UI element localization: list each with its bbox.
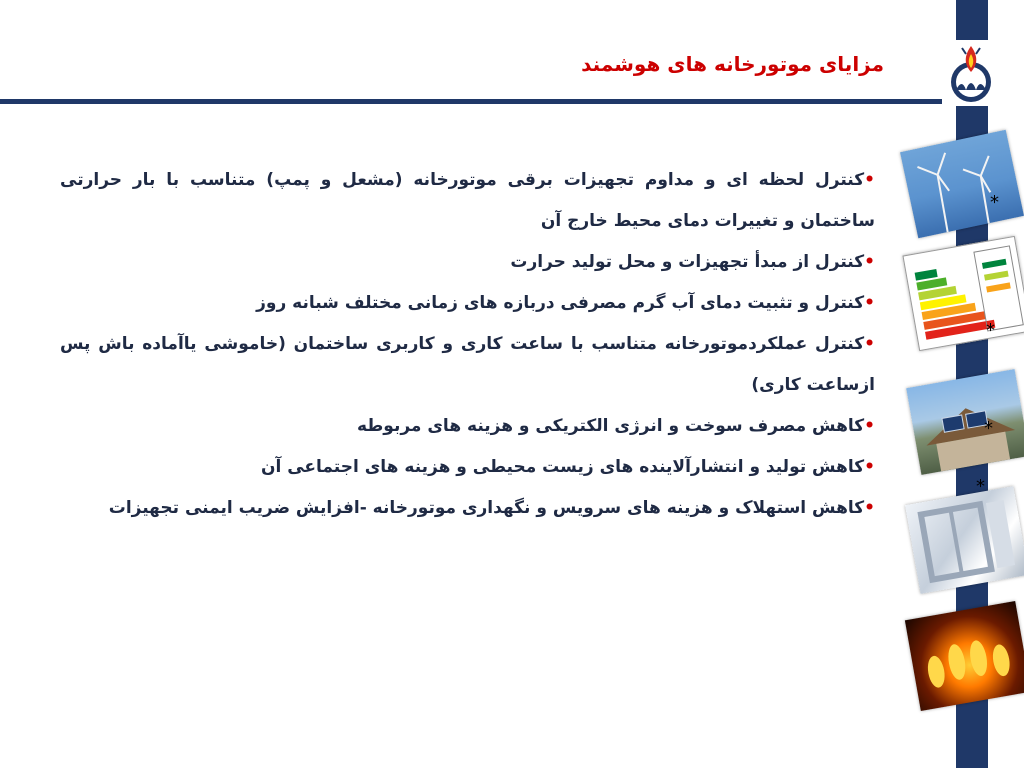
bullet-item <box>60 488 875 529</box>
bullet-text: کنترل از مبدأ تجهیزات و محل تولید حرارت <box>510 252 865 272</box>
bullet-text: کاهش استهلاک و هزینه های سرویس و نگهداری موتورخانه -افزایش ضریب ایمنی تجهیزات <box>108 498 865 518</box>
bullet-item <box>60 283 875 324</box>
bullet-item <box>60 447 875 488</box>
star-marker: * <box>990 192 999 213</box>
oil-company-flame-logo-icon <box>942 40 1000 106</box>
bullet-text: کنترل و تثبیت دمای آب گرم مصرفی دربازه های زمانی مختلف شبانه روز <box>256 293 865 313</box>
star-marker: * <box>984 418 993 439</box>
bullet-item <box>60 324 875 406</box>
energy-label-image <box>902 236 1024 351</box>
bullet-text: کاهش مصرف سوخت و انرژی الکتریکی و هزینه های مربوطه <box>356 416 865 436</box>
logo-graphic <box>942 40 1000 106</box>
bullet-list <box>60 160 875 529</box>
bullet-text: کنترل عملکردموتورخانه متناسب با ساعت کاری و کاربری ساختمان (خاموشی یاآماده باش پس ازساعت کاری) <box>60 334 875 395</box>
bullet-marker: • <box>864 416 875 436</box>
bullet-marker: • <box>864 334 875 354</box>
bullet-marker: • <box>864 252 875 272</box>
bullet-text: کنترل لحظه ای و مداوم تجهیزات برقی موتورخانه (مشعل و پمپ) متناسب با بار حرارتی ساختمان و تغییرات دمای محیط خارج آن <box>60 170 875 231</box>
bullet-item <box>60 160 875 242</box>
title-divider <box>0 99 956 104</box>
bullet-marker: • <box>864 293 875 313</box>
bullet-item <box>60 242 875 283</box>
solar-roof-image <box>906 369 1024 475</box>
slide-title: مزایای موتورخانه های هوشمند <box>581 52 884 76</box>
bullet-item <box>60 406 875 447</box>
star-marker: * <box>976 476 985 497</box>
bullet-marker: • <box>864 457 875 477</box>
bullet-text: کاهش تولید و انتشارآلاینده های زیست محیطی و هزینه های اجتماعی آن <box>260 457 865 477</box>
star-marker: * <box>986 320 995 341</box>
gas-burner-flame-image <box>905 601 1024 711</box>
bullet-marker: • <box>864 170 875 190</box>
bullet-marker: • <box>864 498 875 518</box>
window-frame-image <box>905 486 1024 594</box>
wind-turbines-image <box>900 130 1024 239</box>
